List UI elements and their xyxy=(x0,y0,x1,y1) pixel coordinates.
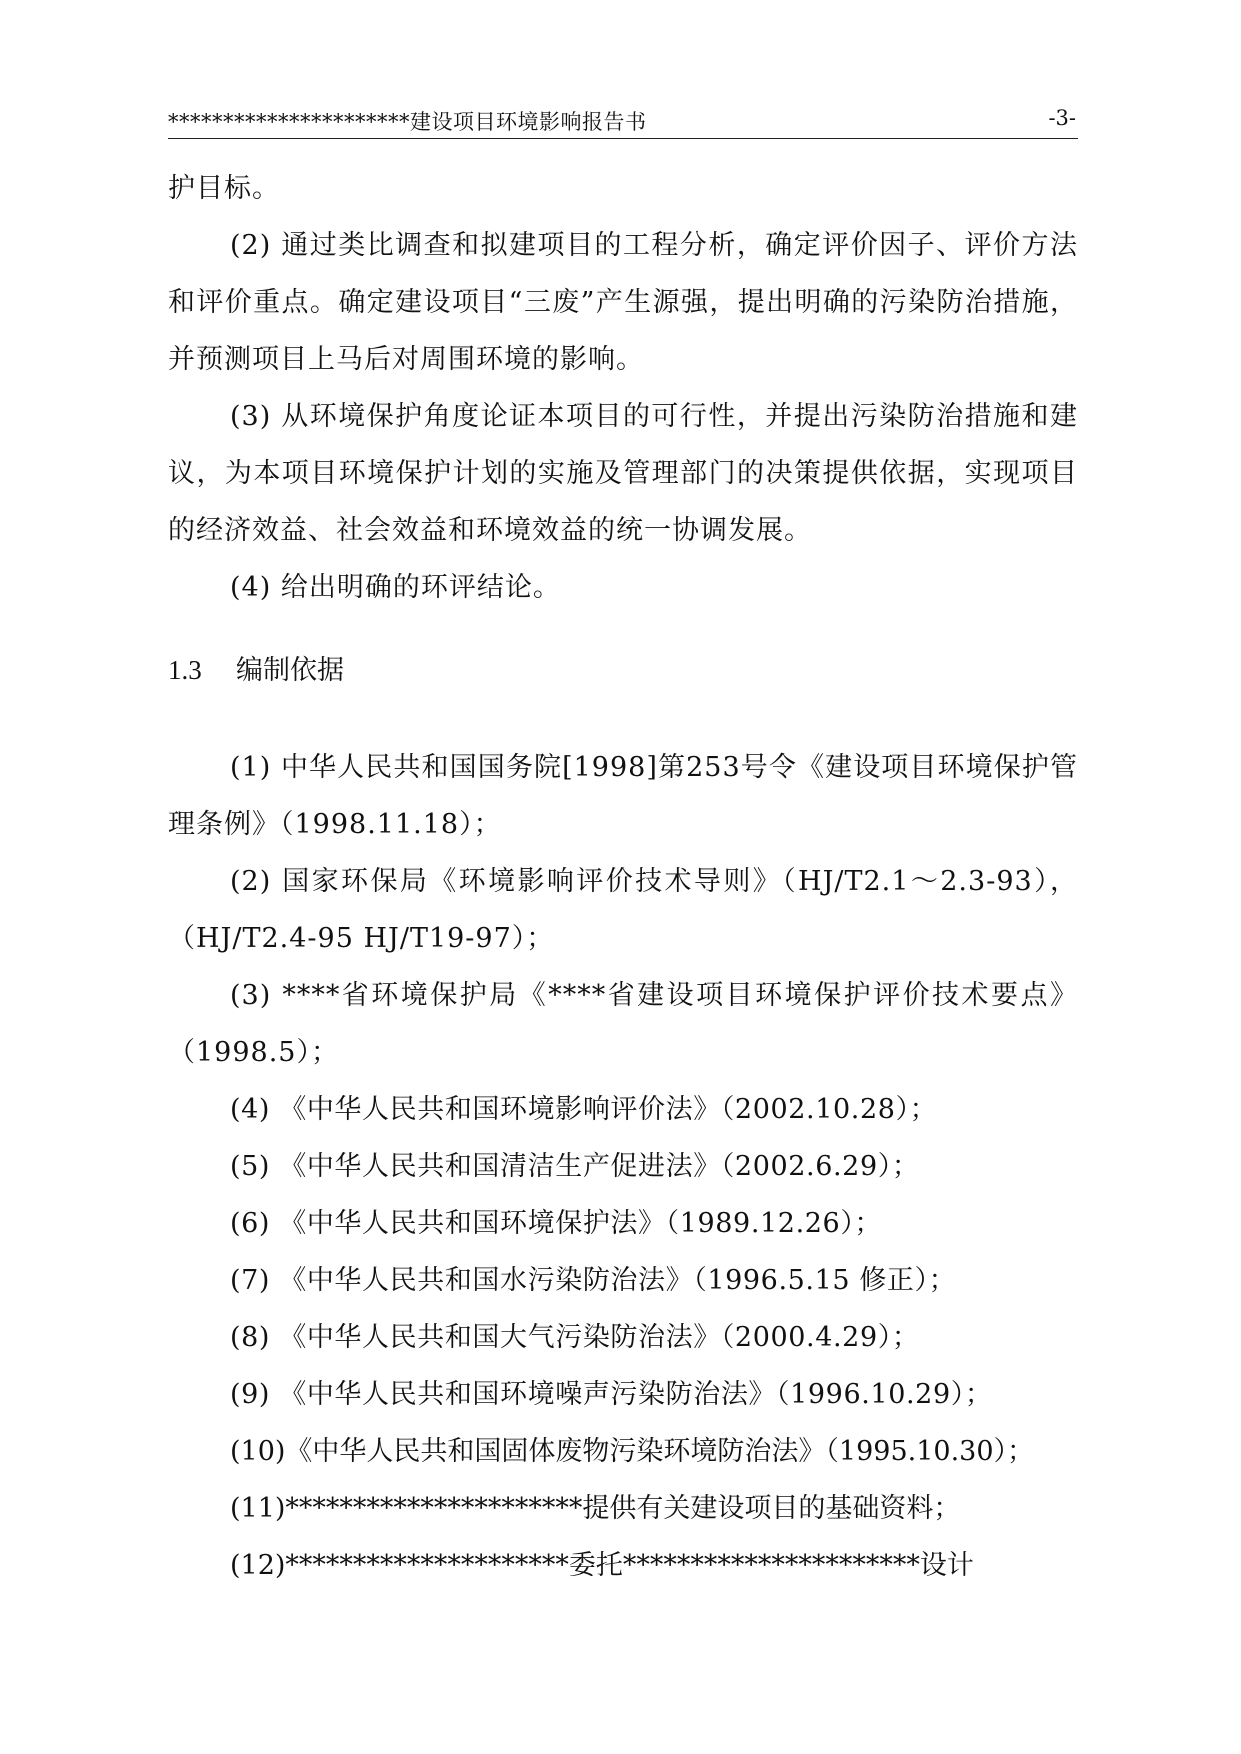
page-header xyxy=(168,100,1078,139)
section-title: 编制依据 xyxy=(236,655,344,686)
objective-item: (3) 从环境保护角度论证本项目的可行性，并提出污染防治措施和建议，为本项目环境保护计划的实施及管理部门的决策提供依据，实现项目的经济效益、社会效益和环境效益的统一协调发展。 xyxy=(168,401,1078,546)
objective-item: (2) 通过类比调查和拟建项目的工程分析，确定评价因子、评价方法和评价重点。确定建设项目“三废”产生源强，提出明确的污染防治措施，并预测项目上马后对周围环境的影响。 xyxy=(168,230,1078,375)
basis-item: (5) 《中华人民共和国清洁生产促进法》（2002.6.29）； xyxy=(230,1151,920,1182)
continuation-text: 护目标。 xyxy=(168,173,280,204)
basis-item: (6) 《中华人民共和国环境保护法》（1989.12.26）； xyxy=(230,1208,883,1239)
basis-item: (3) ****省环境保护局《****省建设项目环境保护评价技术要点》（1998.5）； xyxy=(168,980,1078,1068)
basis-item: (7) 《中华人民共和国水污染防治法》（1996.5.15 修正）； xyxy=(230,1265,957,1296)
basis-item: (12)*********************委托**********************设计 xyxy=(230,1550,974,1581)
section-heading xyxy=(168,642,1078,699)
page-body xyxy=(168,160,1078,1594)
section-number: 1.3 xyxy=(168,655,202,685)
basis-item: (2) 国家环保局《环境影响评价技术导则》（HJ/T2.1～2.3-93），（HJ/T2.4-95 HJ/T19-97）； xyxy=(168,866,1078,954)
basis-item: (10)《中华人民共和国固体废物污染环境防治法》（1995.10.30）； xyxy=(230,1436,1035,1467)
objective-item: (4) 给出明确的环评结论。 xyxy=(230,572,561,603)
page-number: -3- xyxy=(1048,106,1076,130)
basis-item: (9) 《中华人民共和国环境噪声污染防治法》（1996.10.29）； xyxy=(230,1379,993,1410)
basis-item: (11)**********************提供有关建设项目的基础资料； xyxy=(230,1493,961,1524)
basis-item: (8) 《中华人民共和国大气污染防治法》（2000.4.29）； xyxy=(230,1322,920,1353)
header-title: **********************建设项目环境影响报告书 xyxy=(168,110,647,134)
basis-item: (1) 中华人民共和国国务院[1998]第253号令《建设项目环境保护管理条例》（1998.11.18）； xyxy=(168,752,1078,840)
basis-item: (4) 《中华人民共和国环境影响评价法》（2002.10.28）； xyxy=(230,1094,938,1125)
